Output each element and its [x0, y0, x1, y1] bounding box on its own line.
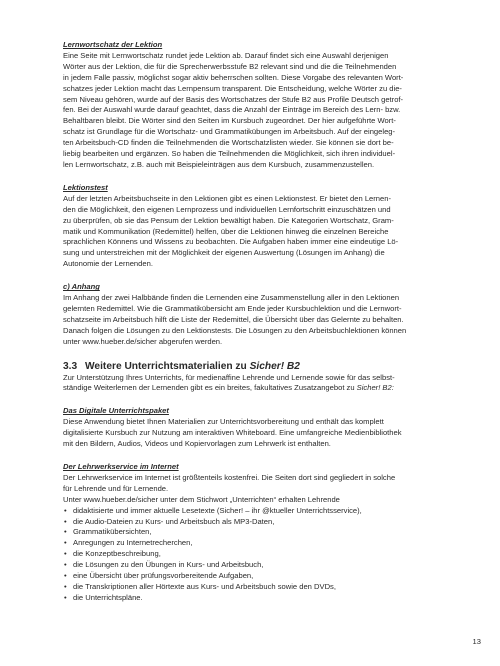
text-line: gelernten Redemittel. Wie die Grammatikübersicht am Ende jeder Kursbuchlektion und die Lernwort-	[63, 303, 402, 313]
text-line: schatz ist Grundlage für die Wortschatz- und Grammatikübungen im Arbeitsbuch. Auf der eingeleg-	[63, 127, 396, 137]
text-line: len Lernwortschatz, z.B. auch mit Beispieleinträgen aus dem Kursbuch, zusammenzustellen.	[63, 159, 375, 169]
section-body	[63, 293, 481, 348]
text-line: zu überprüfen, ob sie das Pensum der Lektion bewältigt haben. Die Kategorien Wortschatz, Gram-	[63, 215, 394, 225]
text-line: Danach folgen die Lösungen zu den Lektionstests. Die Lösungen zu den Arbeitsbuchlektionen können	[63, 325, 407, 335]
section-lehrwerkservice	[63, 462, 481, 604]
text-line: Autonomie der Lernenden.	[63, 259, 153, 269]
chapter-3-3	[63, 360, 481, 395]
chapter-intro	[63, 373, 481, 395]
section-heading: Lektionstest	[63, 182, 108, 192]
chapter-number: 3.3	[63, 360, 78, 372]
section-heading: Lernwortschatz der Lektion	[63, 40, 163, 49]
intro-line2-italic: Sicher! B2:	[356, 383, 394, 393]
text-line: sprachlichen Könnens und Wissens zu beobachten. Die Aufgaben haben immer eine eindeutige Lö-	[63, 237, 399, 247]
text-line: Diese Anwendung bietet Ihnen Materialien zur Unterrichtsvorbereitung und enthält das komplett	[63, 417, 384, 427]
list-item: • die Unterrichtspläne.	[73, 593, 481, 604]
text-line: Im Anhang der zwei Halbbände finden die Lernenden eine Zusammenstellung aller in den Lektionen	[63, 293, 400, 303]
intro-line2-text: ständige Weiterlernen der Lernenden gibt es ein breites, fakultatives Zusatzangebot zu	[63, 383, 357, 393]
list-item: • die Lösungen zu den Übungen in Kurs- und Arbeitsbuch,	[73, 560, 481, 571]
list-item: • die Transkriptionen aller Hörtexte aus Kurs- und Arbeitsbuch sowie den DVDs,	[73, 582, 481, 593]
text-line: Zur Unterstützung Ihres Unterrichts, für medienaffine Lehrende und Lernende sowie für das selbst-	[63, 372, 395, 382]
text-line: matik und Kommunikation (Redemittel) helfen, über die Lektionen hinweg die einzelnen Bereiche	[63, 226, 389, 236]
text-line: Eine Seite mit Lernwortschatz rundet jede Lektion ab. Darauf findet sich eine Auswahl derjenigen	[63, 50, 389, 60]
section-body	[63, 417, 481, 450]
list-item: • Grammatikübersichten,	[73, 527, 481, 538]
text-line	[63, 383, 481, 394]
chapter-heading	[63, 360, 481, 373]
list-item: • die Audio-Dateien zu Kurs- und Arbeitsbuch als MP3-Daten,	[73, 517, 481, 528]
section-body	[63, 194, 481, 270]
text-line: schatzes jeder Lektion macht das Lernpensum transparent. Die Entscheidung, welche Wörter zu die-	[63, 83, 402, 93]
list-item: • Anregungen zu Internetrecherchen,	[73, 538, 481, 549]
text-line: Behaltbaren bleibt. Die Wörter sind den Seiten im Kursbuch zugeordnet. Der hier aufgeführte Wort-	[63, 116, 396, 126]
text-line: in jedem Falle passiv, möglichst sogar aktiv beherrschen sollten. Diese Vorgabe des relevanten Wort-	[63, 72, 404, 82]
text-line: fen. Bei der Auswahl wurde darauf geachtet, dass die Anzahl der Einträge im Bereich des Lern- bzw.	[63, 105, 401, 115]
text-line: liebig bearbeiten und ergänzen. So haben die Teilnehmenden die Möglichkeit, sich ihren individuel-	[63, 149, 396, 159]
list-item: • eine Übersicht über prüfungsvorbereitende Aufgaben,	[73, 571, 481, 582]
list-item: • didaktisierte und immer aktuelle Lesetexte (Sicher! – ihr @ktueller Unterrichtsservice),	[73, 506, 481, 517]
text-line: ten Arbeitsbuch-CD finden die Teilnehmenden die Wortschatzlisten wieder. Sie können sie dort be-	[63, 138, 394, 148]
page-number: 13	[472, 637, 481, 646]
text-line: Unter www.hueber.de/sicher unter dem Stichwort „Unterrichten“ erhalten Lehrende	[63, 494, 340, 504]
list-item: • die Konzeptbeschreibung,	[73, 549, 481, 560]
section-heading: Das Digitale Unterrichtspaket	[63, 406, 169, 416]
chapter-title: Weitere Unterrichtsmaterialien zu	[85, 360, 250, 372]
text-line: sung und unterstreichen mit der Möglichkeit der eigenen Auswertung (Lösungen im Anhang) die	[63, 248, 385, 258]
text-line: sem Niveau gehören, wurde auf der Basis des Wortschatzes der Stufe B2 aus Profile Deutsch getrof-	[63, 94, 404, 104]
text-line: unter www.hueber.de/sicher abgerufen werden.	[63, 336, 223, 346]
chapter-title-italic: Sicher! B2	[249, 360, 300, 372]
text-line: digitalisierte Kursbuch zur Nutzung am interaktiven Whiteboard. Eine umfangreiche Medienbibliothek	[63, 428, 402, 438]
text-line: Der Lehrwerkservice im Internet ist größtenteils kostenfrei. Die Seiten dort sind gegliedert in solche	[63, 472, 396, 482]
section-lektionstest	[63, 183, 481, 270]
section-anhang	[63, 282, 481, 347]
bullet-list	[63, 506, 481, 604]
page-content	[63, 40, 481, 616]
section-heading: Der Lehrwerkservice im Internet	[63, 462, 179, 471]
text-line: mit den Bildern, Audios, Videos und Kopiervorlagen zum Lehrwerk ist enthalten.	[63, 439, 331, 449]
text-line: schatzseite im Arbeitsbuch hilft die Liste der Redemittel, die Übersicht über das Gelernte zu behalten.	[63, 314, 404, 324]
text-line: Auf der letzten Arbeitsbuchseite in den Lektionen gibt es einen Lektionstest. Er bietet den Lernen-	[63, 193, 392, 203]
section-heading: c) Anhang	[63, 282, 100, 292]
section-body	[63, 51, 481, 171]
text-line: für Lehrende und für Lernende.	[63, 483, 169, 493]
text-line: Wörter aus der Lektion, die für die Sprecherwerbsstufe B2 relevant sind und die die Teilnehmenden	[63, 61, 397, 71]
section-digitales-unterrichtspaket	[63, 406, 481, 450]
text-line: den die Möglichkeit, den eigenen Lernprozess und individuellen Lernfortschritt einzuschätzen und	[63, 204, 391, 214]
section-lernwortschatz	[63, 40, 481, 171]
section-body	[63, 473, 481, 506]
